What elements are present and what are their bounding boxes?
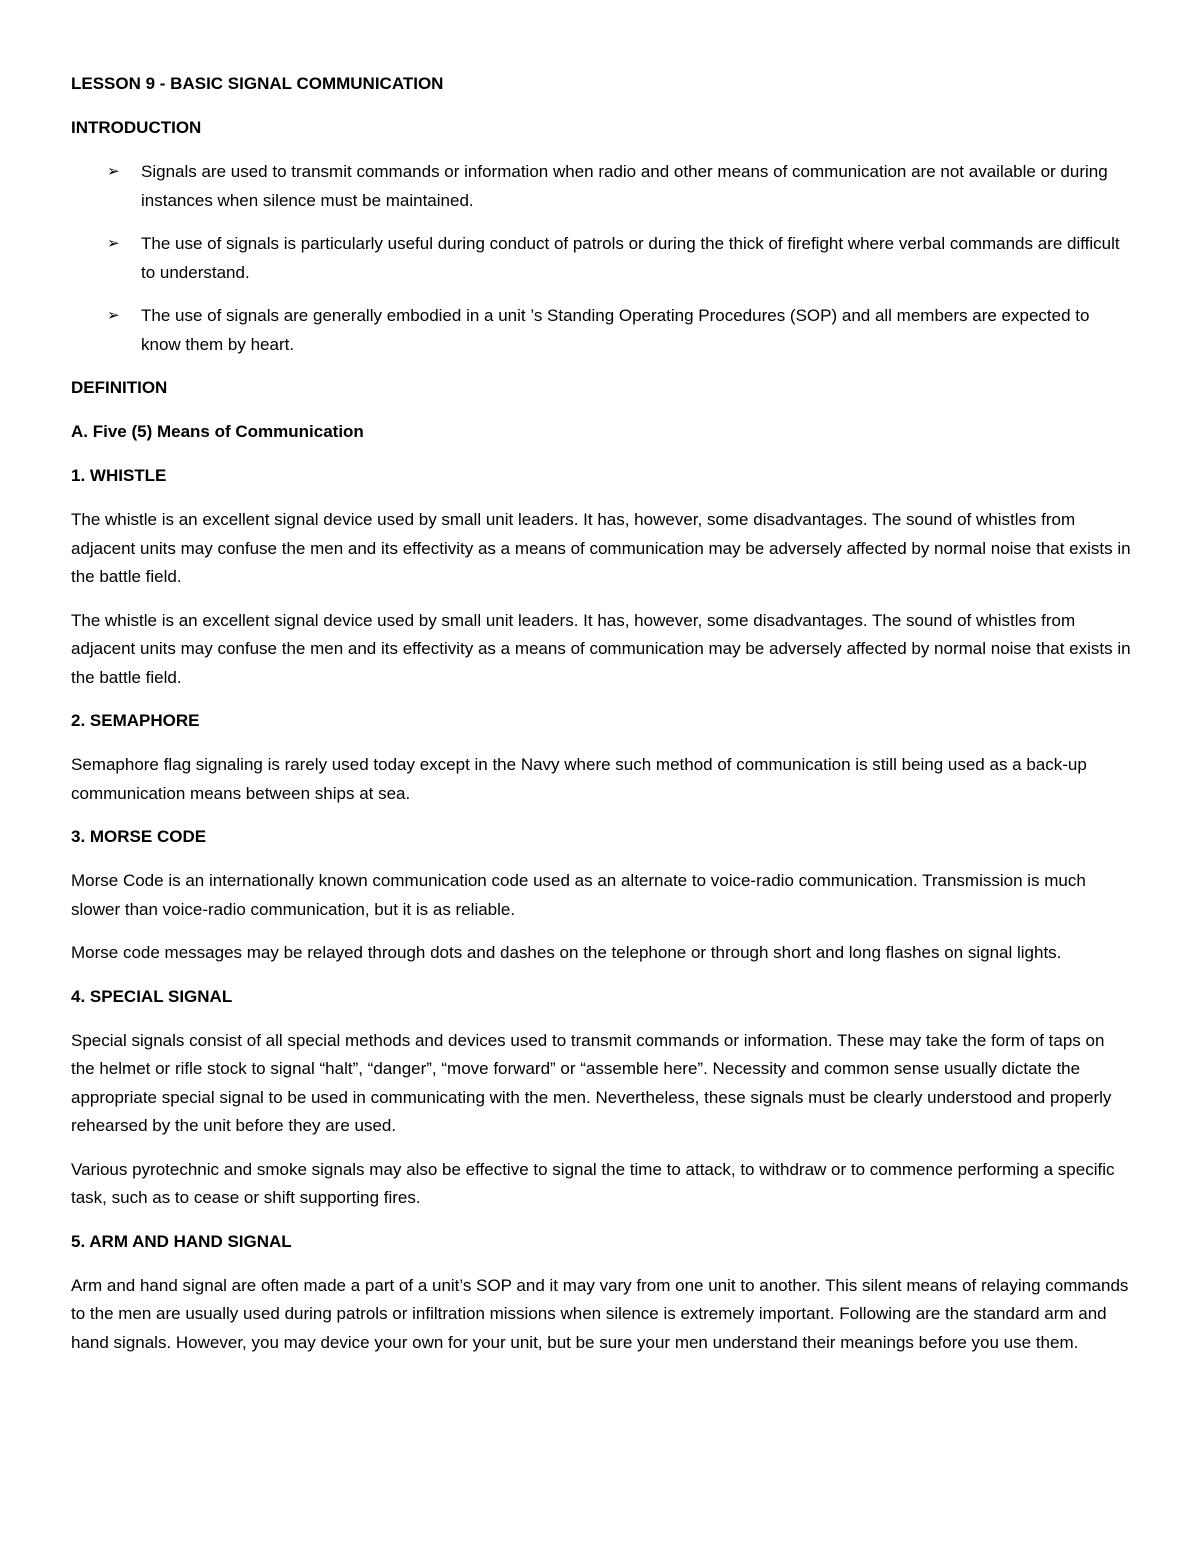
morse-code-heading: 3. MORSE CODE bbox=[71, 827, 207, 846]
semaphore-heading: 2. SEMAPHORE bbox=[71, 711, 200, 730]
definition-heading: DEFINITION bbox=[71, 378, 168, 397]
bullet-text: The use of signals are generally embodied in a unit ’s Standing Operating Procedures (SOP) and all members are expected to know them by heart. bbox=[141, 306, 1090, 354]
semaphore-paragraph: Semaphore flag signaling is rarely used today except in the Navy where such method of communication is still being used as a back-up communication means between ships at sea. bbox=[71, 755, 1087, 803]
special-signal-paragraph: Various pyrotechnic and smoke signals may also be effective to signal the time to attack, to withdraw or to commence performing a specific task, such as to cease or shift supporting fires. bbox=[71, 1159, 1115, 1207]
list-item bbox=[71, 158, 1131, 215]
whistle-heading: 1. WHISTLE bbox=[71, 466, 167, 485]
bullet-text: The use of signals is particularly useful during conduct of patrols or during the thick of firefight where verbal commands are difficult to understand. bbox=[141, 234, 1120, 282]
bullet-text: Signals are used to transmit commands or information when radio and other means of communication are not available or during instances when silence must be maintained. bbox=[141, 162, 1108, 210]
document-page bbox=[71, 70, 1131, 1372]
special-signal-heading: 4. SPECIAL SIGNAL bbox=[71, 986, 233, 1006]
whistle-paragraph: The whistle is an excellent signal device used by small unit leaders. It has, however, some disadvantages. The sound of whistles from adjacent units may confuse the men and its effectivity as a means of communication may be adversely affected by normal noise that exists in the battle field. bbox=[71, 610, 1131, 687]
list-item bbox=[71, 230, 1131, 287]
morse-code-paragraph: Morse Code is an internationally known communication code used as an alternate to voice-radio communication. Transmission is much slower than voice-radio communication, but it is as reliable. bbox=[71, 871, 1086, 919]
whistle-paragraph: The whistle is an excellent signal device used by small unit leaders. It has, however, some disadvantages. The sound of whistles from adjacent units may confuse the men and its effectivity as a means of communication may be adversely affected by normal noise that exists in the battle field. bbox=[71, 510, 1131, 586]
special-signal-paragraph: Special signals consist of all special methods and devices used to transmit commands or information. These may take the form of taps on the helmet or rifle stock to signal “halt”, “danger”, “move forward” or “assemble here”. Necessity and common sense usually dictate the appropriate special signal to be used in communicating with the men. Nevertheless, these signals must be clearly understood and properly rehearsed by the unit before they are used. bbox=[71, 1030, 1112, 1135]
morse-code-paragraph: Morse code messages may be relayed through dots and dashes on the telephone or through short and long flashes on signal lights. bbox=[71, 943, 1062, 962]
arrowhead-bullet-icon: ➢ bbox=[107, 307, 120, 324]
arm-hand-signal-heading: 5. ARM AND HAND SIGNAL bbox=[71, 1231, 292, 1251]
intro-bullet-list bbox=[71, 158, 1131, 359]
arrowhead-bullet-icon: ➢ bbox=[107, 163, 120, 180]
document-title: LESSON 9 - BASIC SIGNAL COMMUNICATION bbox=[71, 74, 444, 93]
arm-hand-signal-paragraph: Arm and hand signal are often made a part of a unit’s SOP and it may vary from one unit to another. This silent means of relaying commands to the men are usually used during patrols or infiltration missions when silence is extremely important. Following are the standard arm and hand signals. However, you may device your own for your unit, but be sure your men understand their meanings before you use them. bbox=[71, 1275, 1129, 1352]
arrowhead-bullet-icon: ➢ bbox=[107, 235, 120, 252]
means-of-communication-heading: A. Five (5) Means of Communication bbox=[71, 422, 364, 441]
introduction-heading: INTRODUCTION bbox=[71, 118, 202, 137]
list-item bbox=[71, 302, 1131, 359]
